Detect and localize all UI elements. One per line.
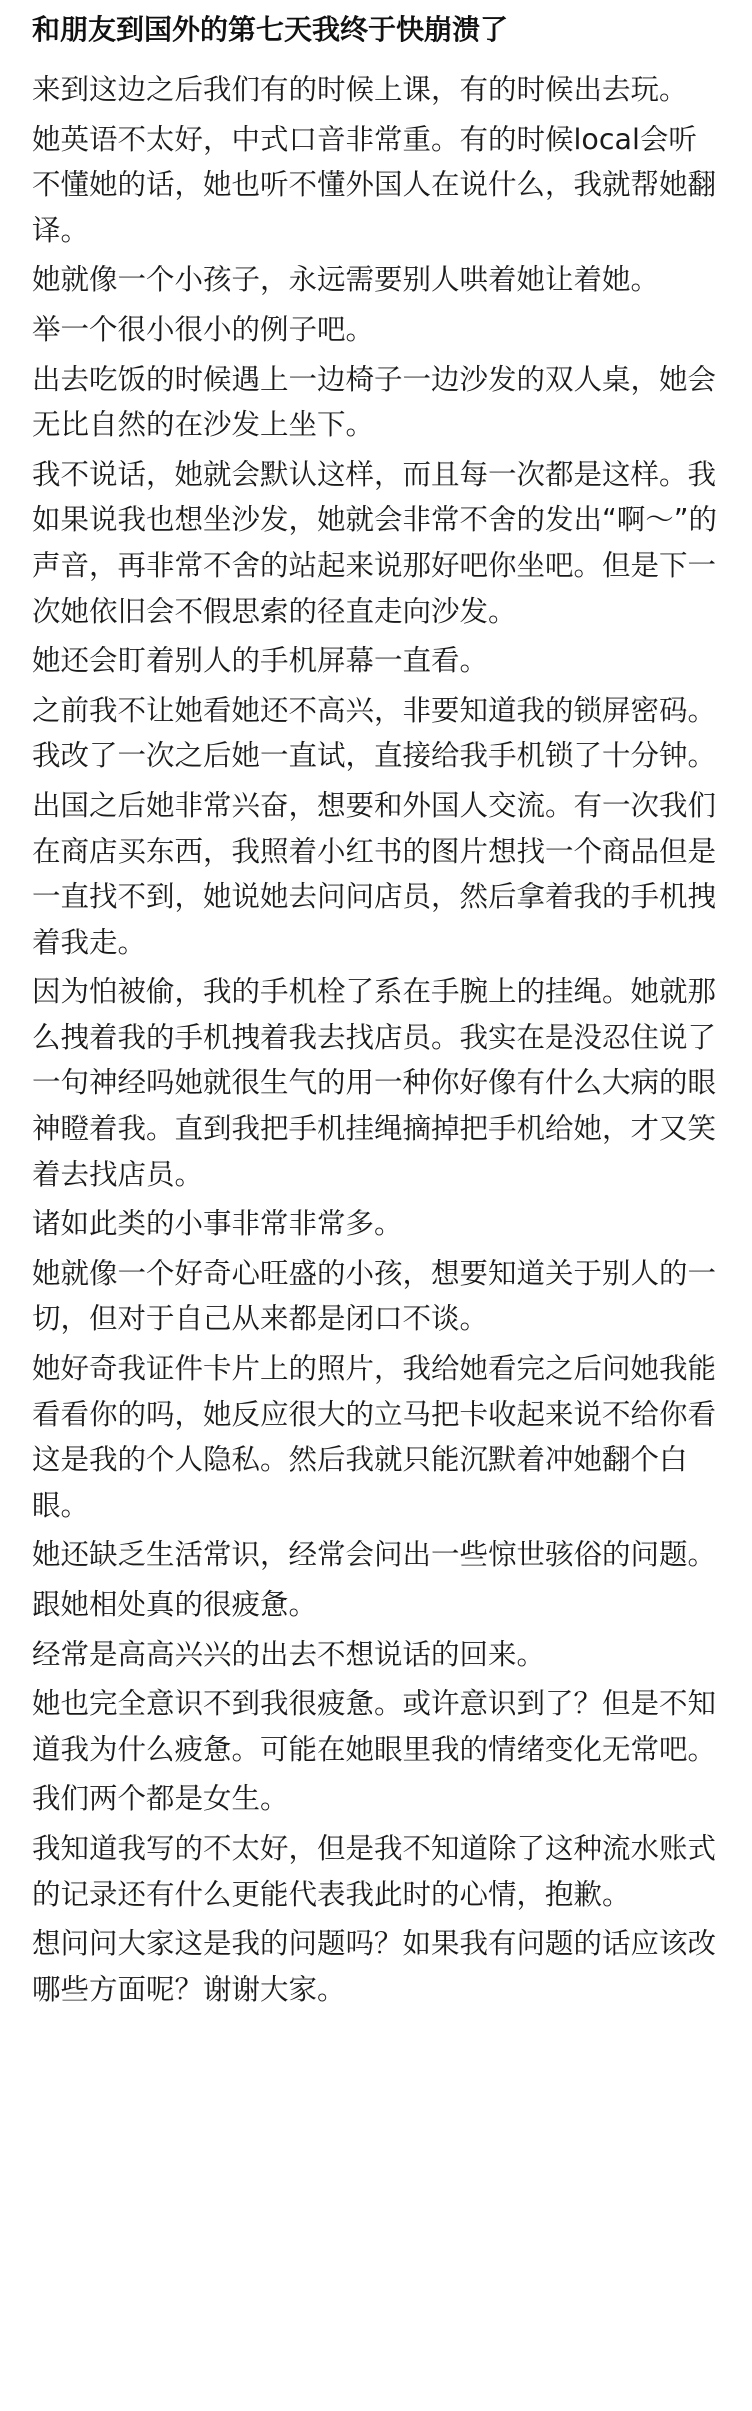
paragraph: 我知道我写的不太好，但是我不知道除了这种流水账式的记录还有什么更能代表我此时的心情，抱歉。 (32, 1831, 717, 1911)
paragraph: 她就像一个好奇心旺盛的小孩，想要知道关于别人的一切，但对于自己从来都是闭口不谈。 (32, 1256, 717, 1336)
paragraph: 她也完全意识不到我很疲惫。或许意识到了？但是不知道我为什么疲惫。可能在她眼里我的情绪变化无常吧。 (32, 1687, 717, 1766)
paragraph: 举一个很小很小的例子吧。 (32, 312, 375, 346)
paragraph: 跟她相处真的很疲惫。 (32, 1588, 318, 1621)
post-title: 和朋友到国外的第七天我终于快崩溃了 (32, 13, 509, 46)
paragraph: 她还缺乏生活常识，经常会问出一些惊世骇俗的问题。 (32, 1538, 717, 1572)
paragraph: 诸如此类的小事非常非常多。 (32, 1207, 403, 1241)
paragraph: 她好奇我证件卡片上的照片，我给她看完之后问她我能看看你的吗，她反应很大的立马把卡收起来说不给你看这是我的个人隐私。然后我就只能沉默着冲她翻个白眼。 (32, 1352, 717, 1522)
paragraph: 之前我不让她看她还不高兴，非要知道我的锁屏密码。我改了一次之后她一直试，直接给我手机锁了十分钟。 (32, 693, 717, 773)
paragraph: 经常是高高兴兴的出去不想说话的回来。 (32, 1637, 546, 1671)
paragraph: 想问问大家这是我的问题吗？如果我有问题的话应该改哪些方面呢？谢谢大家。 (32, 1927, 717, 2006)
paragraph: 她英语不太好，中式口音非常重。有的时候local会听不懂她的话，她也听不懂外国人在说什么，我就帮她翻译。 (32, 122, 717, 247)
paragraph: 我不说话，她就会默认这样，而且每一次都是这样。我如果说我也想坐沙发，她就会非常不舍的发出“啊～”的声音，再非常不舍的站起来说那好吧你坐吧。但是下一次她依旧会不假思索的径直走向沙发。 (32, 457, 718, 628)
paragraph: 来到这边之后我们有的时候上课，有的时候出去玩。 (32, 73, 688, 106)
paragraph: 因为怕被偷，我的手机栓了系在手腕上的挂绳。她就那么拽着我的手机拽着我去找店员。我实在是没忍住说了一句神经吗她就很生气的用一种你好像有什么大病的眼神瞪着我。直到我把手机挂绳摘掉把手机给她，才又笑着去找店员。 (32, 975, 717, 1191)
paragraph: 她还会盯着别人的手机屏幕一直看。 (32, 644, 489, 678)
paragraph: 出国之后她非常兴奋，想要和外国人交流。有一次我们在商店买东西，我照着小红书的图片想找一个商品但是一直找不到，她说她去问问店员，然后拿着我的手机拽着我走。 (32, 788, 717, 959)
paragraph: 我们两个都是女生。 (32, 1782, 289, 1816)
paragraph: 她就像一个小孩子，永远需要别人哄着她让着她。 (32, 263, 660, 297)
post-body (32, 67, 724, 2012)
paragraph: 出去吃饭的时候遇上一边椅子一边沙发的双人桌，她会无比自然的在沙发上坐下。 (32, 362, 717, 442)
